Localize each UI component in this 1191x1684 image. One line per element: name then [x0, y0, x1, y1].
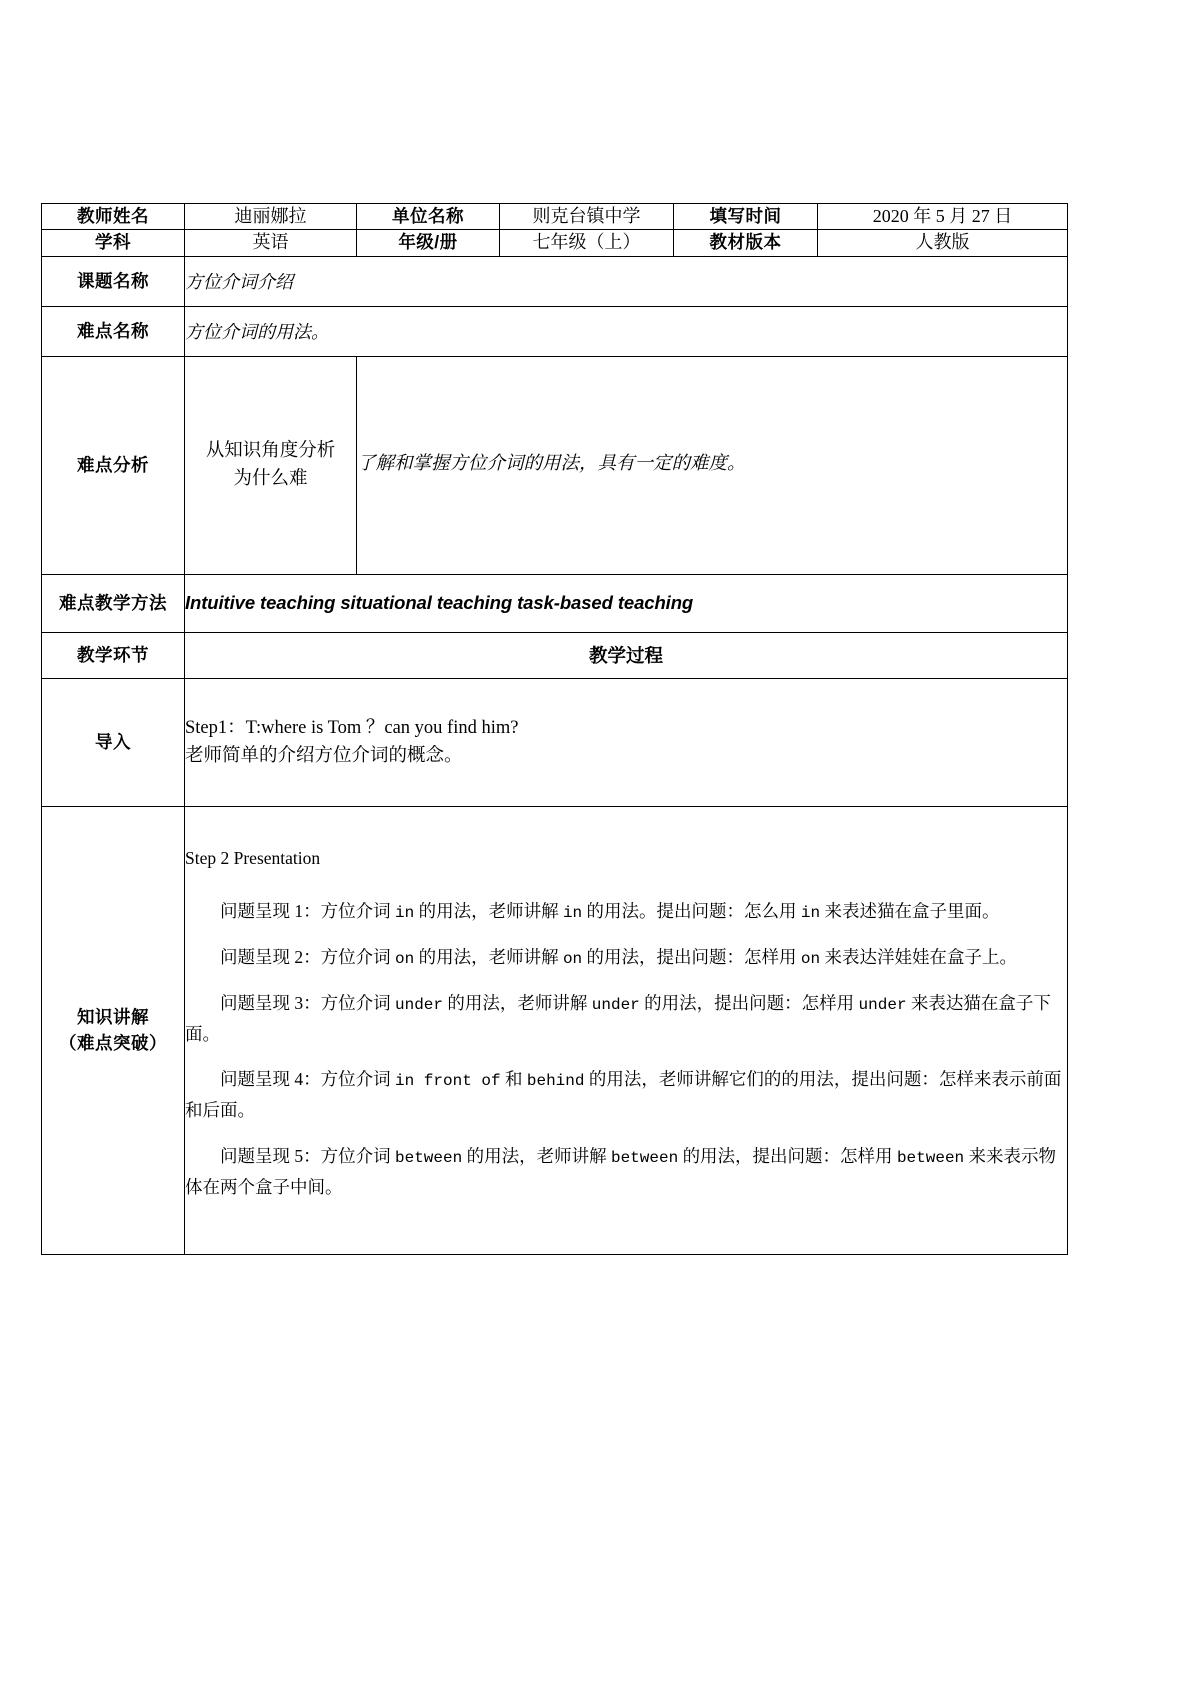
item-5-prefix: 问题呈现 5：方位介词 — [220, 1145, 395, 1166]
item-2-prefix: 问题呈现 2：方位介词 — [220, 946, 395, 967]
fill-date-label: 填写时间 — [674, 204, 818, 230]
knowledge-explanation-content — [185, 806, 1068, 1254]
item-3-mid-2: 的用法，提出问题：怎样用 — [639, 992, 859, 1013]
difficulty-analysis-value: 了解和掌握方位介词的用法，具有一定的难度。 — [357, 356, 1068, 574]
introduction-line-1: Step1：T:where is Tom ？can you find him? — [185, 717, 519, 738]
table-row-process-header — [42, 632, 1068, 678]
item-5-suffix: 来来表示物体在两个盒子中间。 — [185, 1145, 1057, 1197]
item-4-keyword-1: in front of — [395, 1072, 501, 1091]
item-2-mid-2: 的用法，提出问题：怎样用 — [582, 946, 801, 967]
teaching-process-label: 教学过程 — [185, 632, 1068, 678]
textbook-version-value: 人教版 — [818, 230, 1068, 256]
knowledge-explanation-label-line1: 知识讲解 — [77, 1007, 149, 1027]
subject-label: 学科 — [42, 230, 185, 256]
presentation-item-4 — [185, 1064, 1067, 1126]
item-4-prefix: 问题呈现 4：方位介词 — [220, 1069, 395, 1090]
knowledge-explanation-label — [42, 806, 185, 1254]
knowledge-explanation-label-line2: （难点突破） — [59, 1033, 167, 1054]
introduction-label: 导入 — [42, 678, 185, 806]
grade-label: 年级/册 — [357, 230, 500, 256]
item-5-keyword-1: between — [395, 1148, 463, 1167]
grade-value: 七年级（上） — [500, 230, 674, 256]
difficulty-name-label: 难点名称 — [42, 306, 185, 356]
item-2-keyword-2: on — [562, 949, 583, 968]
difficulty-analysis-label: 难点分析 — [42, 356, 185, 574]
table-row-topic — [42, 256, 1068, 306]
presentation-item-2 — [185, 942, 1067, 973]
item-1-keyword-2: in — [562, 903, 583, 922]
item-2-mid-1: 的用法，老师讲解 — [414, 946, 563, 967]
teacher-name-value: 迪丽娜拉 — [185, 204, 357, 230]
difficulty-analysis-sublabel-line1: 从知识角度分析 — [205, 440, 336, 461]
presentation-item-3 — [185, 988, 1067, 1050]
item-4-mid-2: 的用法，老师讲解它们的的用法，提出问题：怎样 — [584, 1069, 974, 1090]
teaching-method-value: Intuitive teaching situational teaching task-based teaching — [185, 574, 1068, 632]
teaching-stage-label: 教学环节 — [42, 632, 185, 678]
introduction-content — [185, 678, 1068, 806]
item-5-keyword-2: between — [610, 1148, 679, 1167]
lesson-plan-table — [41, 203, 1068, 1255]
item-4-suffix: 来表示前面和后面。 — [185, 1069, 1062, 1121]
item-1-keyword-1: in — [395, 903, 415, 922]
item-5-mid-1: 的用法，老师讲解 — [462, 1145, 611, 1166]
table-row-teacher — [42, 204, 1068, 230]
difficulty-analysis-sublabel — [185, 356, 357, 574]
fill-date-value: 2020 年 5 月 27 日 — [818, 204, 1068, 230]
item-3-keyword-2: under — [591, 995, 640, 1014]
item-2-keyword-1: on — [395, 949, 415, 968]
item-1-mid-2: 的用法。提出问题：怎么用 — [582, 900, 801, 921]
teaching-method-label: 难点教学方法 — [42, 574, 185, 632]
topic-name-label: 课题名称 — [42, 256, 185, 306]
item-2-keyword-3: on — [800, 949, 821, 968]
item-5-keyword-3: between — [896, 1148, 965, 1167]
item-1-suffix: 来表述猫在盒子里面。 — [820, 900, 1000, 921]
table-row-knowledge-explanation — [42, 806, 1068, 1254]
presentation-item-5 — [185, 1141, 1067, 1203]
item-4-keyword-2: behind — [526, 1072, 585, 1091]
difficulty-analysis-sublabel-line2: 为什么难 — [233, 469, 308, 490]
item-5-mid-2: 的用法，提出问题：怎样用 — [678, 1145, 897, 1166]
difficulty-name-value: 方位介词的用法。 — [185, 306, 1068, 356]
item-3-prefix: 问题呈现 3：方位介词 — [220, 992, 395, 1013]
item-3-suffix: 来表达猫在盒子下面。 — [185, 992, 1051, 1044]
unit-name-label: 单位名称 — [357, 204, 500, 230]
item-3-keyword-3: under — [858, 995, 907, 1014]
topic-name-value: 方位介词介绍 — [185, 256, 1068, 306]
item-3-keyword-1: under — [395, 995, 444, 1014]
item-1-mid-1: 的用法，老师讲解 — [414, 900, 563, 921]
presentation-item-1 — [185, 896, 1067, 927]
unit-name-value: 则克台镇中学 — [500, 204, 674, 230]
table-row-introduction — [42, 678, 1068, 806]
textbook-version-label: 教材版本 — [674, 230, 818, 256]
table-row-difficulty-name — [42, 306, 1068, 356]
subject-value: 英语 — [185, 230, 357, 256]
item-3-mid-1: 的用法，老师讲解 — [443, 992, 592, 1013]
table-row-subject — [42, 230, 1068, 256]
table-row-difficulty-analysis — [42, 356, 1068, 574]
table-row-teaching-method — [42, 574, 1068, 632]
presentation-heading: Step 2 Presentation — [185, 848, 321, 868]
introduction-line-2: 老师简单的介绍方位介词的概念。 — [185, 746, 463, 767]
teacher-name-label: 教师姓名 — [42, 204, 185, 230]
item-1-prefix: 问题呈现 1：方位介词 — [220, 900, 395, 921]
item-4-mid-1: 和 — [500, 1069, 527, 1090]
item-2-suffix: 来表达洋娃娃在盒子上。 — [820, 946, 1017, 967]
item-1-keyword-3: in — [800, 903, 821, 922]
